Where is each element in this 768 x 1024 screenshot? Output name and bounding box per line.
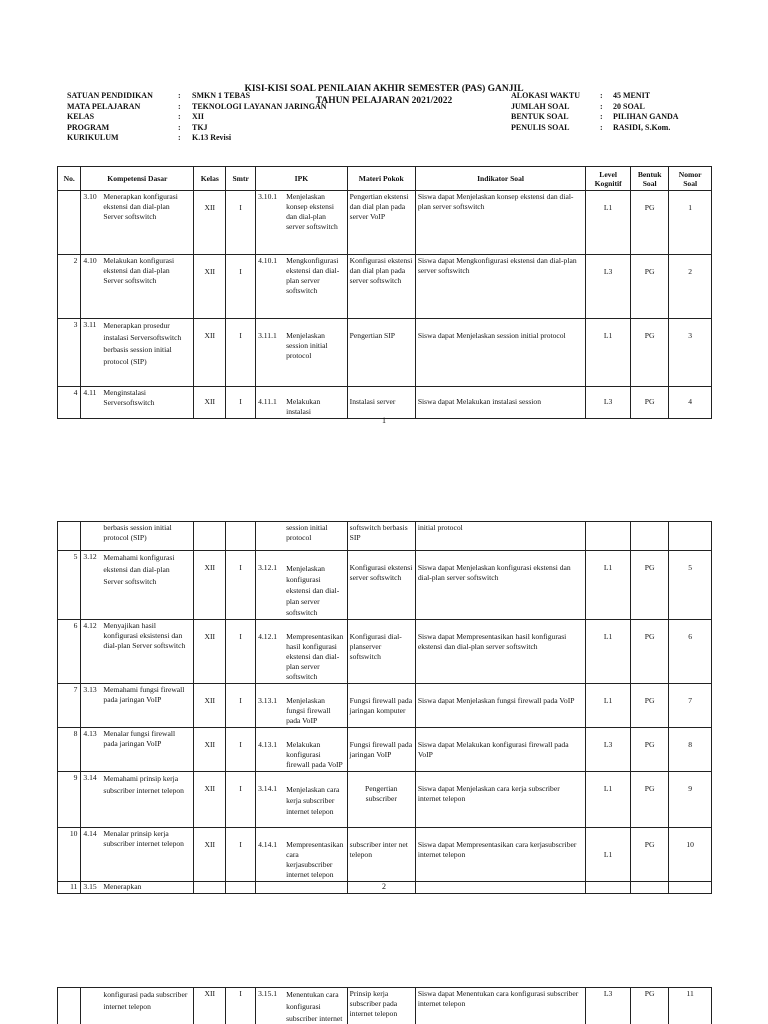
kd-text: Menalar fungsi firewall pada jaringan VoIP <box>103 729 176 748</box>
cell-indikator: Siswa dapat Melakukan instalasi session <box>415 387 585 419</box>
cell-no <box>58 191 81 255</box>
cell-level: L1 <box>586 772 631 828</box>
cell-ipk <box>256 828 348 882</box>
cell-nomor <box>669 522 712 551</box>
cell-level <box>586 522 631 551</box>
cell-smtr: I <box>226 620 256 684</box>
cell-bentuk: PG <box>630 620 668 684</box>
col-header-materi: Materi Pokok <box>347 167 415 191</box>
meta-row <box>67 91 327 102</box>
cell-indikator: Siswa dapat Mempresentasikan hasil konfigurasi ekstensi dan dial-plan server softswitch <box>415 620 585 684</box>
ipk-text: Mempresentasikan hasil konfigurasi ekstensi dan dial-plan server softswitch <box>286 632 344 681</box>
ipk-text: Menjelaskan session initial protocol <box>286 331 328 360</box>
ipk-number: 4.13.1 <box>258 740 278 749</box>
ipk-text: Melakukan konfigurasi firewall pada VoIP <box>286 740 343 769</box>
cell-no: 6 <box>58 620 81 684</box>
cell-nomor: 2 <box>669 255 712 319</box>
cell-no: 2 <box>58 255 81 319</box>
meta-colon: : <box>178 101 181 111</box>
table-row <box>58 684 712 728</box>
kd-number: 4.10 <box>83 256 97 265</box>
cell-ipk <box>256 684 348 728</box>
col-header-level: Level Kognitif <box>586 167 631 191</box>
cell-level: L1 <box>586 684 631 728</box>
kd-number: 3.14 <box>83 773 97 782</box>
cell-kd <box>81 255 194 319</box>
cell-materi: Konfigurasi ekstensi dan dial plan pada server softswitch <box>347 255 415 319</box>
cell-bentuk: PG <box>630 551 668 620</box>
cell-indikator: Siswa dapat Menjelaskan konfigurasi ekstensi dan dial-plan server softswitch <box>415 551 585 620</box>
meta-row <box>511 123 679 134</box>
cell-indikator: Siswa dapat Menjelaskan session initial protocol <box>415 319 585 387</box>
cell-bentuk: PG <box>630 988 668 1024</box>
cell-materi: Fungsi firewall pada jaringan VoIP <box>347 728 415 772</box>
ipk-text: Menentukan cara konfigurasi subscriber internet <box>286 990 343 1023</box>
cell-kelas: XII <box>194 191 226 255</box>
cell-smtr: I <box>226 387 256 419</box>
cell-level: L3 <box>586 255 631 319</box>
meta-key: KELAS <box>67 112 95 121</box>
meta-row <box>511 112 679 123</box>
cell-nomor: 1 <box>669 191 712 255</box>
cell-kd <box>81 551 194 620</box>
cell-indikator: Siswa dapat Melakukan konfigurasi firewall pada VoIP <box>415 728 585 772</box>
cell-materi: Konfigurasi dial-planserver softswitch <box>347 620 415 684</box>
col-header-kd: Kompetensi Dasar <box>81 167 194 191</box>
ipk-text: Menjelaskan fungsi firewall pada VoIP <box>286 696 331 725</box>
cell-materi: subscriber inter net telepon <box>347 828 415 882</box>
cell-nomor: 9 <box>669 772 712 828</box>
cell-bentuk: PG <box>630 387 668 419</box>
meta-colon: : <box>600 112 603 121</box>
col-header-indikator: Indikator Soal <box>415 167 585 191</box>
cell-level: L1 <box>586 620 631 684</box>
table-row <box>58 319 712 387</box>
cell-smtr: I <box>226 728 256 772</box>
cell-no <box>58 522 81 551</box>
cell-kd <box>81 828 194 882</box>
cell-kd <box>81 772 194 828</box>
ipk-text: Menjelaskan konsep ekstensi dan dial-plan server softswitch <box>286 192 338 231</box>
cell-no: 4 <box>58 387 81 419</box>
cell-bentuk: PG <box>630 191 668 255</box>
ipk-text: Melakukan instalasi <box>286 397 321 416</box>
cell-bentuk: PG <box>630 684 668 728</box>
cell-no: 9 <box>58 772 81 828</box>
cell-level: L3 <box>586 988 631 1024</box>
cell-smtr: I <box>226 551 256 620</box>
meta-colon: : <box>600 101 603 111</box>
cell-bentuk: PG <box>630 319 668 387</box>
meta-row <box>511 102 679 113</box>
cell-kd <box>81 988 194 1024</box>
meta-row <box>511 91 679 102</box>
cell-indikator: Siswa dapat Menjelaskan konsep ekstensi dan dial-plan server softswitch <box>415 191 585 255</box>
table-row <box>58 387 712 419</box>
cell-bentuk: PG <box>630 728 668 772</box>
cell-ipk <box>256 319 348 387</box>
cell-level: L1 <box>586 319 631 387</box>
kd-number: 4.13 <box>83 729 97 738</box>
cell-level: L1 <box>586 191 631 255</box>
cell-smtr: I <box>226 772 256 828</box>
cell-kelas: XII <box>194 988 226 1024</box>
cell-ipk <box>256 387 348 419</box>
cell-indikator: Siswa dapat Menentukan cara konfigurasi subscriber internet telepon <box>415 988 585 1024</box>
meta-key: SATUAN PENDIDIKAN <box>67 91 153 100</box>
table-header-row <box>58 167 712 191</box>
meta-key: PENULIS SOAL <box>511 122 570 132</box>
cell-kelas: XII <box>194 387 226 419</box>
kd-text: Menerapkan <box>103 882 142 891</box>
table-row <box>58 988 712 1024</box>
kd-text: berbasis session initial protocol (SIP) <box>103 523 172 542</box>
meta-key: JUMLAH SOAL <box>511 101 570 111</box>
meta-key: ALOKASI WAKTU <box>511 91 580 100</box>
page-number: 1 <box>382 416 386 425</box>
ipk-number: 3.13.1 <box>258 696 278 705</box>
kd-number: 3.10 <box>83 192 97 201</box>
meta-colon: : <box>600 91 603 100</box>
document-title: KISI-KISI SOAL PENILAIAN AKHIR SEMESTER (PAS) GANJIL <box>244 84 524 94</box>
cell-materi: Fungsi firewall pada jaringan komputer <box>347 684 415 728</box>
kd-text: Menerapkan konfigurasi ekstensi dan dial-plan Server softswitch <box>103 192 178 221</box>
cell-smtr: I <box>226 828 256 882</box>
meta-value: TEKNOLOGI LAYANAN JARINGAN <box>192 101 327 111</box>
cell-kd <box>81 620 194 684</box>
cell-nomor: 10 <box>669 828 712 882</box>
cell-materi: Prinsip kerja subscriber pada internet telepon <box>347 988 415 1024</box>
meta-row <box>67 123 327 134</box>
meta-colon: : <box>178 112 181 121</box>
meta-row <box>67 112 327 123</box>
ipk-number: 4.12.1 <box>258 632 278 641</box>
ipk-text: Menjelaskan cara kerja subscriber internet telepon <box>286 785 340 816</box>
meta-value: RASIDI, S.Kom. <box>613 122 671 132</box>
meta-value: SMKN 1 TEBAS <box>192 91 251 100</box>
cell-materi: Pengertian ekstensi dan dial plan pada server VoIP <box>347 191 415 255</box>
meta-key: MATA PELAJARAN <box>67 101 141 111</box>
cell-materi: Konfigurasi ekstensi server softswitch <box>347 551 415 620</box>
meta-colon: : <box>600 122 603 132</box>
cell-bentuk: PG <box>630 255 668 319</box>
page-number: 2 <box>382 882 386 891</box>
ipk-number: 3.14.1 <box>258 784 278 793</box>
cell-no: 8 <box>58 728 81 772</box>
cell-ipk <box>256 620 348 684</box>
cell-kelas: XII <box>194 620 226 684</box>
col-header-kelas: Kelas <box>194 167 226 191</box>
cell-kelas <box>194 522 226 551</box>
cell-smtr: I <box>226 255 256 319</box>
kd-number: 3.13 <box>83 685 97 694</box>
cell-ipk <box>256 522 348 551</box>
cell-materi: Instalasi server <box>347 387 415 419</box>
table-row <box>58 828 712 882</box>
kd-number: 3.12 <box>83 552 97 561</box>
cell-kelas: XII <box>194 684 226 728</box>
cell-kd <box>81 684 194 728</box>
cell-smtr: I <box>226 319 256 387</box>
meta-colon: : <box>178 133 181 142</box>
ipk-number: 3.15.1 <box>258 989 278 998</box>
col-header-bentuk: Bentuk Soal <box>630 167 668 191</box>
cell-kd <box>81 191 194 255</box>
ipk-number: 3.12.1 <box>258 563 278 572</box>
cell-indikator: Siswa dapat Mempresentasikan cara kerjasubscriber internet telepon <box>415 828 585 882</box>
cell-ipk <box>256 191 348 255</box>
kd-text: Memahami konfigurasi ekstensi dan dial-plan Server softswitch <box>103 553 175 586</box>
kd-text: konfigurasi pada subscriber internet telepon <box>103 990 188 1011</box>
col-header-no: No. <box>58 167 81 191</box>
cell-level: L1 <box>586 551 631 620</box>
kisi-kisi-table-page2 <box>57 521 712 894</box>
identity-block-left <box>67 91 327 144</box>
kd-text: Memahami prinsip kerja subscriber internet telepon <box>103 774 184 795</box>
meta-row <box>67 133 327 144</box>
kd-text: Memahami fungsi firewall pada jaringan VoIP <box>103 685 185 704</box>
meta-value: XII <box>192 112 205 121</box>
ipk-text: session initial protocol <box>286 523 328 542</box>
cell-nomor: 6 <box>669 620 712 684</box>
cell-ipk <box>256 988 348 1024</box>
cell-materi: Pengertian subscriber <box>347 772 415 828</box>
meta-key: KURIKULUM <box>67 133 119 142</box>
cell-no: 11 <box>58 882 81 894</box>
kisi-kisi-table-page3 <box>57 987 712 1024</box>
cell-no: 7 <box>58 684 81 728</box>
ipk-number: 3.11.1 <box>258 331 277 340</box>
cell-level: L3 <box>586 728 631 772</box>
cell-indikator: Siswa dapat Menjelaskan cara kerja subscriber internet telepon <box>415 772 585 828</box>
table-row <box>58 255 712 319</box>
cell-no: 3 <box>58 319 81 387</box>
col-header-nomor: Nomor Soal <box>669 167 712 191</box>
cell-kelas: XII <box>194 551 226 620</box>
cell-kd <box>81 319 194 387</box>
meta-value: 45 MENIT <box>613 91 651 100</box>
identity-block-right <box>511 91 679 133</box>
kd-number: 4.11 <box>83 388 97 397</box>
meta-colon: : <box>178 91 181 100</box>
cell-smtr <box>226 522 256 551</box>
cell-level: L1 <box>586 828 631 882</box>
cell-smtr: I <box>226 988 256 1024</box>
cell-indikator: initial protocol <box>415 522 585 551</box>
meta-row <box>67 102 327 113</box>
table-row <box>58 522 712 551</box>
table-row <box>58 551 712 620</box>
cell-nomor: 3 <box>669 319 712 387</box>
ipk-number: 3.10.1 <box>258 192 278 201</box>
kd-number <box>83 523 103 543</box>
kd-number: 4.12 <box>83 621 97 630</box>
cell-kelas: XII <box>194 728 226 772</box>
cell-no <box>58 988 81 1024</box>
cell-kelas: XII <box>194 828 226 882</box>
cell-kelas: XII <box>194 772 226 828</box>
ipk-number: 4.10.1 <box>258 256 278 265</box>
cell-kd <box>81 728 194 772</box>
kd-number <box>83 989 103 1013</box>
table-row <box>58 772 712 828</box>
cell-bentuk: PG <box>630 772 668 828</box>
kd-text: Melakukan konfigurasi ekstensi dan dial-plan Server softswitch <box>103 256 175 285</box>
cell-nomor: 8 <box>669 728 712 772</box>
cell-bentuk: PG <box>630 828 668 882</box>
cell-indikator: Siswa dapat Menjelaskan fungsi firewall pada VoIP <box>415 684 585 728</box>
col-header-smtr: Smtr <box>226 167 256 191</box>
cell-smtr: I <box>226 191 256 255</box>
ipk-text: Menjelaskan konfigurasi ekstensi dan dial-plan server softswitch <box>286 564 340 617</box>
meta-key: BENTUK SOAL <box>511 112 569 121</box>
meta-value: 20 SOAL <box>613 101 645 111</box>
cell-materi: Pengertian SIP <box>347 319 415 387</box>
meta-key: PROGRAM <box>67 122 110 132</box>
cell-bentuk <box>630 522 668 551</box>
cell-level: L3 <box>586 387 631 419</box>
cell-smtr: I <box>226 684 256 728</box>
cell-no: 5 <box>58 551 81 620</box>
kd-number: 3.15 <box>83 882 97 891</box>
ipk-number <box>258 523 286 543</box>
kd-text: Menginstalasi Serversoftswitch <box>103 388 155 407</box>
ipk-number: 4.11.1 <box>258 397 277 406</box>
ipk-number: 4.14.1 <box>258 840 278 849</box>
col-header-ipk: IPK <box>256 167 348 191</box>
ipk-text: Mengkonfigurasi ekstensi dan dial-plan server softswitch <box>286 256 340 295</box>
cell-kd <box>81 522 194 551</box>
cell-nomor: 4 <box>669 387 712 419</box>
cell-kelas: XII <box>194 319 226 387</box>
cell-ipk <box>256 551 348 620</box>
cell-ipk <box>256 255 348 319</box>
cell-kelas: XII <box>194 255 226 319</box>
meta-value: K.13 Revisi <box>192 133 232 142</box>
cell-ipk <box>256 772 348 828</box>
kd-number: 3.11 <box>83 320 97 329</box>
kd-text: Menalar prinsip kerja subscriber internet telepon <box>103 829 184 848</box>
cell-indikator: Siswa dapat Mengkonfigurasi ekstensi dan dial-plan server softswitch <box>415 255 585 319</box>
meta-colon: : <box>178 122 181 132</box>
cell-no: 10 <box>58 828 81 882</box>
table-row <box>58 620 712 684</box>
cell-nomor: 7 <box>669 684 712 728</box>
table-row <box>58 191 712 255</box>
table-row <box>58 728 712 772</box>
cell-kd <box>81 387 194 419</box>
meta-value: PILIHAN GANDA <box>613 112 679 121</box>
kd-text: Menyajikan hasil konfigurasi eksistensi dan dial-plan Server softswitch <box>103 621 186 650</box>
kd-text: Menerapkan prosedur instalasi Serversoftswitch berbasis session initial protocol (SIP) <box>103 321 182 366</box>
cell-ipk <box>256 728 348 772</box>
cell-nomor: 11 <box>669 988 712 1024</box>
ipk-text: Mempresentasikan cara kerjasubscriber internet telepon <box>286 840 344 879</box>
kisi-kisi-table-page1 <box>57 166 712 419</box>
cell-nomor: 5 <box>669 551 712 620</box>
meta-value: TKJ <box>192 122 208 132</box>
document-subtitle: TAHUN PELAJARAN 2021/2022 <box>315 96 453 106</box>
cell-materi: softswitch berbasis SIP <box>347 522 415 551</box>
kd-number: 4.14 <box>83 829 97 838</box>
